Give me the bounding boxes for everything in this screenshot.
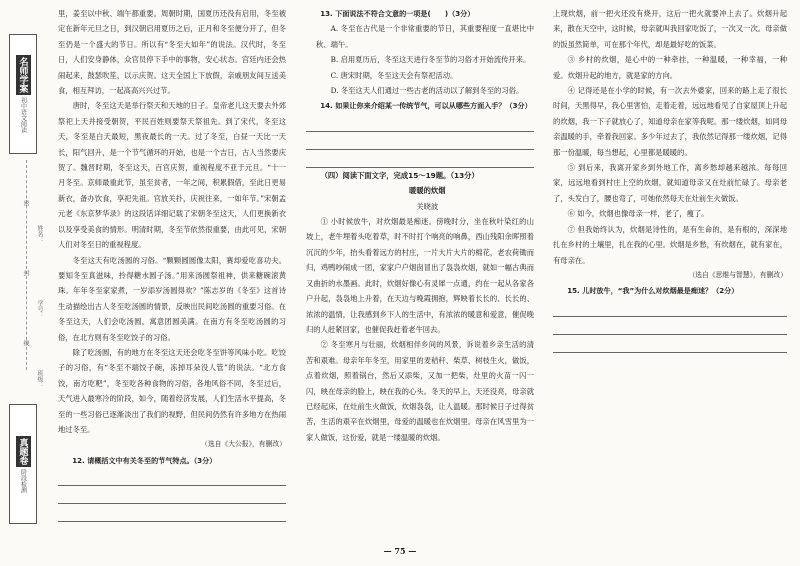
left-paragraph-1: 里，姜至以中秋、端午都重要。周朝时期，国夏历还没有启用，冬至被定在新年元旦之日，到汉朝启用夏历之后，正月和冬至便分开了，但冬至仍是一个盛大的节日。所以有“冬至大如年”的说法。汉代时，冬至日，人们安身静体，众官员停下手中的事物，安心状态。宫廷内还会热闹起来，鼓瑟吹笙，以示庆贺。这天全国上下放假，亲戚朋友间互送美食，相互拜访，一起高高兴兴过节。 — [58, 9, 286, 96]
answer-line[interactable] — [306, 132, 534, 150]
answer-line[interactable] — [306, 150, 534, 168]
answer-line[interactable] — [58, 504, 286, 522]
seal-char-2: 封 — [22, 270, 29, 276]
answer-line[interactable] — [553, 299, 787, 317]
left-source: （选自《大公报》，有删改） — [201, 440, 286, 449]
question-15: 15. 儿时放牛，“我”为什么对炊烟最是痴迷？（2分） — [567, 286, 739, 296]
article-paragraph-4: ④ 记得还是在小学的时候，有一次去外婆家，回来的路上走了很长时间，天黑得早，我心里害怕，走着走着，远远地看见了自家屋顶上升起的炊烟，我一下子就放心了，知道母亲在家等我呢。那一缕炊烟，如同母亲温暖的手，牵着我回家。多少年过去了，我依然记得那一缕炊烟，记得那一份温暖，每当想起，心里都是暖暖的。 — [553, 86, 787, 157]
article-paragraph-5: ⑤ 到后来，我离开家乡到外地工作，离乡愁却越来越浓。每每回家，远远地看到村庄上空的炊烟，就知道母亲又在灶前忙碌了。母亲老了，头发白了，腰也弯了，可她依然每天在灶前生火做饭。 — [553, 163, 787, 203]
tab-top-title: 名师学案 — [16, 55, 31, 95]
section-tab-bottom — [9, 404, 37, 524]
seal-line — [26, 160, 27, 370]
q13-option-a: A. 冬至在古代是一个非常重要的节日，其重要程度一直堪比中秋、端午。 — [316, 24, 534, 49]
id-field-label: 学号： — [36, 300, 43, 318]
binding-gutter — [0, 0, 50, 566]
answer-line[interactable] — [306, 114, 534, 132]
page-number: — 75 — — [383, 546, 417, 556]
article-paragraph-3: ③ 乡村的炊烟，是心中的一种牵挂，一种温暖，一种幸福，一种爱。炊烟升起的地方，就是家的方向。 — [553, 55, 787, 80]
class-field-label: 班级： — [36, 370, 43, 388]
right-source: （选自《思维与智慧》，有删改） — [688, 270, 787, 279]
middle-column — [306, 6, 534, 445]
tab-bottom-title: 真题卷 — [16, 436, 31, 467]
question-12: 12. 请概括文中有关冬至的节气特点。（3分） — [72, 455, 217, 465]
left-paragraph-4: 除了吃汤圆，有的地方在冬至这天还会吃冬至饼等风味小吃。吃饺子的习俗，有“冬至不端饺子碗，冻掉耳朵没人管”的说法。“北方食饺，南方吃粑”，冬至吃各种食物的习俗，各地风俗不同，冬至过后，天气进入最寒冷的阶段，如今，随着经济发展，人们生活水平提高，冬至的一些习俗已逐渐淡出了我们的视野，但民间仍然有许多地方在热闹地过冬至。 — [58, 347, 286, 434]
article-paragraph-2: ② 冬至寒月与壮丽，炊烟相伴乡间的风景，诉说着乡亲生活的清苦和艰难。母亲年年冬至，用家里的麦秸秆、柴草、树枝生火，做饭，点着炊烟，照着锅台，然后又添柴，又加一把柴，灶里的火苗一闪一闪，映在母亲的脸上，映在我的心头。冬天的早上，天还没亮，母亲就已经起床，在灶前生火做饭，炊烟袅袅，让人温暖。那时候日子过得贫苦，生活的艰辛在炊烟里，母爱的温暖也在炊烟里。母亲在风雪里为一家人做饭，这份爱，就是一缕温暖的炊烟。 — [306, 340, 534, 442]
seal-char-3: 线 — [22, 340, 29, 346]
seal-char-1: 密 — [22, 200, 29, 206]
q13-option-c: C. 唐宋时期，冬至这天会有祭祀活动。 — [330, 70, 458, 80]
tab-bottom-subtitle: 阶段检测 — [19, 468, 27, 493]
article-paragraph-7: ⑦ 但我始终认为，炊烟是诗性的，是有生命的，是有根的，深深地扎在乡村的土壤里，扎在我的心里。炊烟是乡愁，有炊烟在，就有家在，有母亲在。 — [553, 224, 787, 265]
question-14: 14. 如果让你来介绍某一传统节气，可以从哪些方面入手？（3分） — [320, 101, 532, 111]
article-paragraph-2-cont: 上现炊烟，前一把火还没有烧开，这后一把火就要冲上去了。炊烟升起来，散在天空中，这时候，母亲就叫我回家吃饭了，一次又一次。母亲做的饭虽然简单，可在那个年代，却是最好吃的饭菜。 — [553, 9, 787, 49]
article-author: 关晓波 — [416, 201, 439, 211]
article-paragraph-1: ① 小时候放牛，对炊烟最是痴迷。傍晚时分，坐在秋叶染红的山坡上，老牛埋着头吃着草，时不时打个响亮的响鼻，西山残阳余晖照着沉沉的少年，抬头看着远方的村庄，一片大片大片的棉花，老农荷锄而归，鸡鸭吵闹成一团，家家户户烟囱冒出了袅袅炊烟，就如一幅古典而又曲折的水墨画。此时，炊烟好像心有灵犀一点通，约在一起从各家各户升起，袅袅地上升着，在天边与晚霞拥抱，辉映着长长的、长长的、浓浓的温情，让我感到乡下人的生活中，有浓浓的暖意和爱意，催促晚归的人赶紧回家，也催促我赶着老牛回去。 — [306, 217, 534, 334]
left-paragraph-2: 唐时，冬至这天是举行祭天和天地的日子。皇帝老儿这天要去外郊祭祀上天并接受朝贺，平民百姓则要祭天祭祖先。到了宋代，冬至这天，冬至是白天最短，黑夜最长的一天。过了冬至，白昼一天比一天长，阳气回升，是一个节气循环的开始，也是一个吉日，古人当然要庆贺了。魏晋时期，冬至这天，百官庆贺，重视程度不亚于元旦。“十一月冬至。京师最重此节，虽至贫者，一年之间，积累假借，至此日更易新衣，备办饮食，享祀先祖。官放关扑，庆祝往来，一如年节。”宋朝孟元老《东京梦华录》的这段话详细记载了宋朝冬至这天，人们更换新衣以及享受美食的情形。明清时期，冬至节依然很重要，由此可见，宋朝人们对冬至日的重视程度。 — [58, 101, 286, 250]
answer-line[interactable] — [553, 335, 787, 353]
left-paragraph-3: 冬至这天有吃汤圆的习俗。“颗颗圆圆像太阳，赛却爱吃喜功夫。要知冬至真滋味，拎得糖水圆子汤。”用来汤圆祭祖神，供来糖碗滚黄珠。年年冬至家家煮，一岁添岁汤圆得欢？”陈志岁的《冬至》这首诗生动描绘出古人冬至吃汤圆的情景，反映出民间吃汤圆的重要习俗。在冬至这天，人们会吃汤圆，寓意团圆美满。在南方有冬至吃汤圆的习俗，在北方则有冬至吃饺子的习俗。 — [58, 255, 286, 342]
q13-option-b: B. 启用夏历后，冬至这天进行冬至节的习俗才开始流传开来。 — [330, 55, 531, 65]
q13-option-d: D. 冬至这天人们通过一些古老的活动以了解到冬至的习俗。 — [330, 86, 524, 96]
answer-line[interactable] — [58, 486, 286, 504]
left-column — [58, 6, 286, 522]
answer-line[interactable] — [58, 468, 286, 486]
name-field-label: 姓名： — [36, 225, 43, 243]
answer-line[interactable] — [553, 317, 787, 335]
tab-top-subtitle: 初中语文阅读 — [19, 97, 27, 133]
section-tab-top — [9, 34, 37, 154]
article-title: 暖暖的炊烟 — [409, 186, 446, 196]
question-13: 13. 下面说法不符合文意的一项是( )（3分） — [320, 9, 475, 18]
article-paragraph-6: ⑥ 如今，炊烟也像母亲一样，老了，瘦了。 — [567, 209, 709, 219]
right-column — [553, 6, 787, 353]
reading-section-heading: （四）阅读下面文字，完成15～19题。（13分） — [320, 170, 479, 180]
